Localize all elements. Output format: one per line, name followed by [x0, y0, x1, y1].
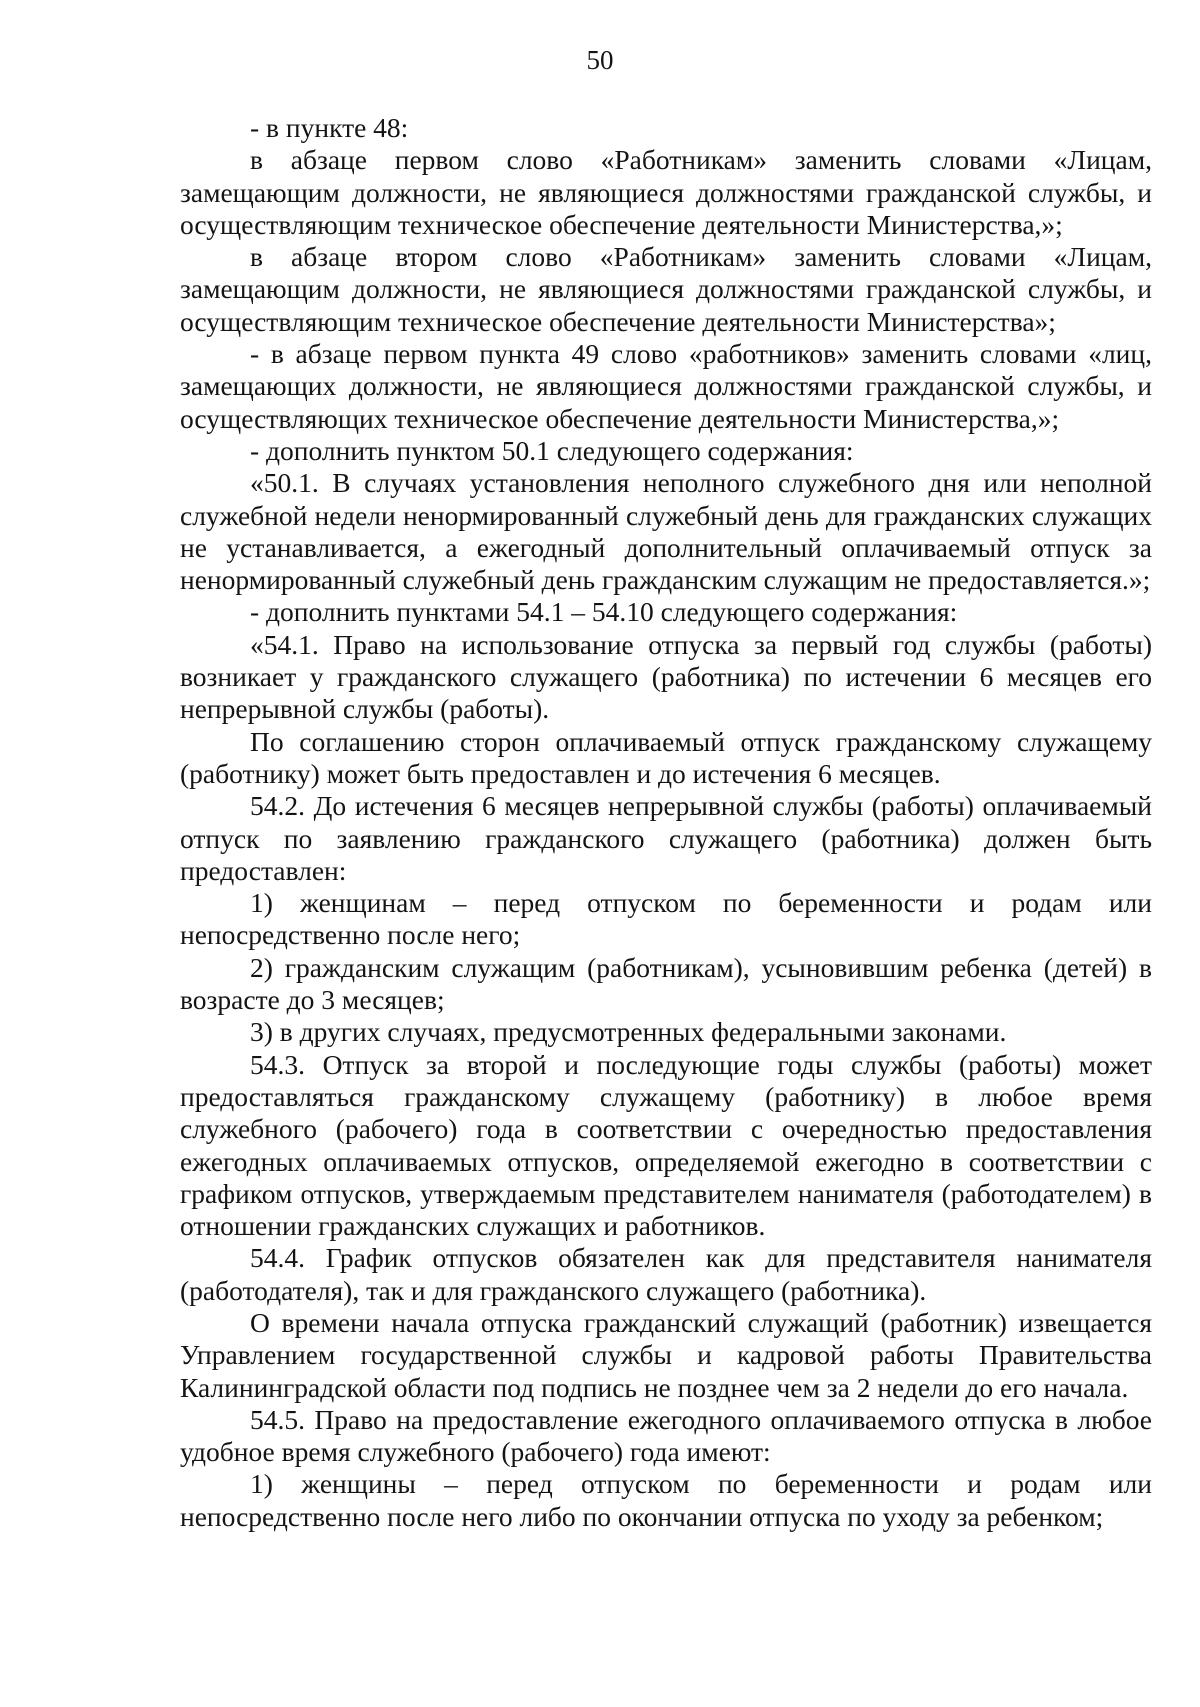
- paragraph-54-1: «54.1. Право на использование отпуска за первый год службы (работы) возникает у гражданского служащего (работника) по истечении 6 месяцев его непрерывной службы (работы).: [180, 628, 1152, 725]
- paragraph-54-1-agreement: По соглашению сторон оплачиваемый отпуск гражданскому служащему (работнику) может быть предоставлен и до истечения 6 месяцев.: [180, 725, 1152, 789]
- paragraph-54-4: 54.4. График отпусков обязателен как для представителя нанимателя (работодателя), так и для гражданского служащего (работника).: [180, 1242, 1152, 1306]
- paragraph-item-49: - в абзаце первом пункта 49 слово «работников» заменить словами «лиц, замещающих должности, не являющиеся должностями гражданской службы, и осуществляющих техническое обеспечение деятельности Министерства,»;: [180, 338, 1152, 434]
- paragraph-54-2: 54.2. До истечения 6 месяцев непрерывной службы (работы) оплачиваемый отпуск по заявлению гражданского служащего (работника) должен быть предоставлен:: [180, 790, 1152, 886]
- paragraph-54-5: 54.5. Право на предоставление ежегодного оплачиваемого отпуска в любое удобное время служебного (рабочего) года имеют:: [180, 1403, 1152, 1468]
- paragraph-add-54-1-54-10: - дополнить пунктами 54.1 – 54.10 следующего содержания:: [250, 596, 958, 628]
- paragraph-48-first-abzac: в абзаце первом слово «Работникам» заменить словами «Лицам, замещающим должности, не являющиеся должностями гражданской службы, и осуществляющим техническое обеспечение деятельности Министерства,»;: [180, 144, 1152, 240]
- paragraph-54-2-item-1: 1) женщинам – перед отпуском по беременности и родам или непосредственно после него;: [180, 887, 1152, 951]
- page-number: 50: [586, 45, 614, 75]
- paragraph-54-2-item-3: 3) в других случаях, предусмотренных федеральными законами.: [250, 1016, 1007, 1048]
- paragraph-54-5-item-1: 1) женщины – перед отпуском по беременности и родам или непосредственно после него либо по окончании отпуска по уходу за ребенком;: [180, 1468, 1152, 1532]
- paragraph-50-1-text: «50.1. В случаях установления неполного служебного дня или неполной служебной недели ненормированный служебный день для гражданских служащих не устанавливается, а ежегодный дополнительный оплачиваемый отпуск за ненормированный служебный день гражданским служащим не предоставляется.»;: [180, 467, 1152, 596]
- document-body: [180, 112, 1152, 1533]
- paragraph-54-2-item-2: 2) гражданским служащим (работникам), усыновившим ребенка (детей) в возрасте до 3 месяцев;: [180, 951, 1152, 1016]
- paragraph-54-3: 54.3. Отпуск за второй и последующие годы службы (работы) может предоставляться гражданскому служащему (работнику) в любое время служебного (рабочего) года в соответствии с очередностью предоставления ежегодных оплачиваемых отпусков, определяемой ежегодно в соответствии с графиком отпусков, утверждаемым представителем нанимателя (работодателем) в отношении гражданских служащих и работников.: [180, 1048, 1152, 1242]
- paragraph-54-4-notice: О времени начала отпуска гражданский служащий (работник) извещается Управлением государственной службы и кадровой работы Правительства Калининградской области под подпись не позднее чем за 2 недели до его начала.: [180, 1306, 1152, 1403]
- paragraph-add-50-1: - дополнить пунктом 50.1 следующего содержания:: [250, 434, 854, 466]
- paragraph-item-48-intro: - в пункте 48:: [250, 112, 409, 143]
- paragraph-48-second-abzac: в абзаце втором слово «Работникам» заменить словами «Лицам, замещающим должности, не являющиеся должностями гражданской службы, и осуществляющим техническое обеспечение деятельности Министерства»;: [180, 241, 1152, 337]
